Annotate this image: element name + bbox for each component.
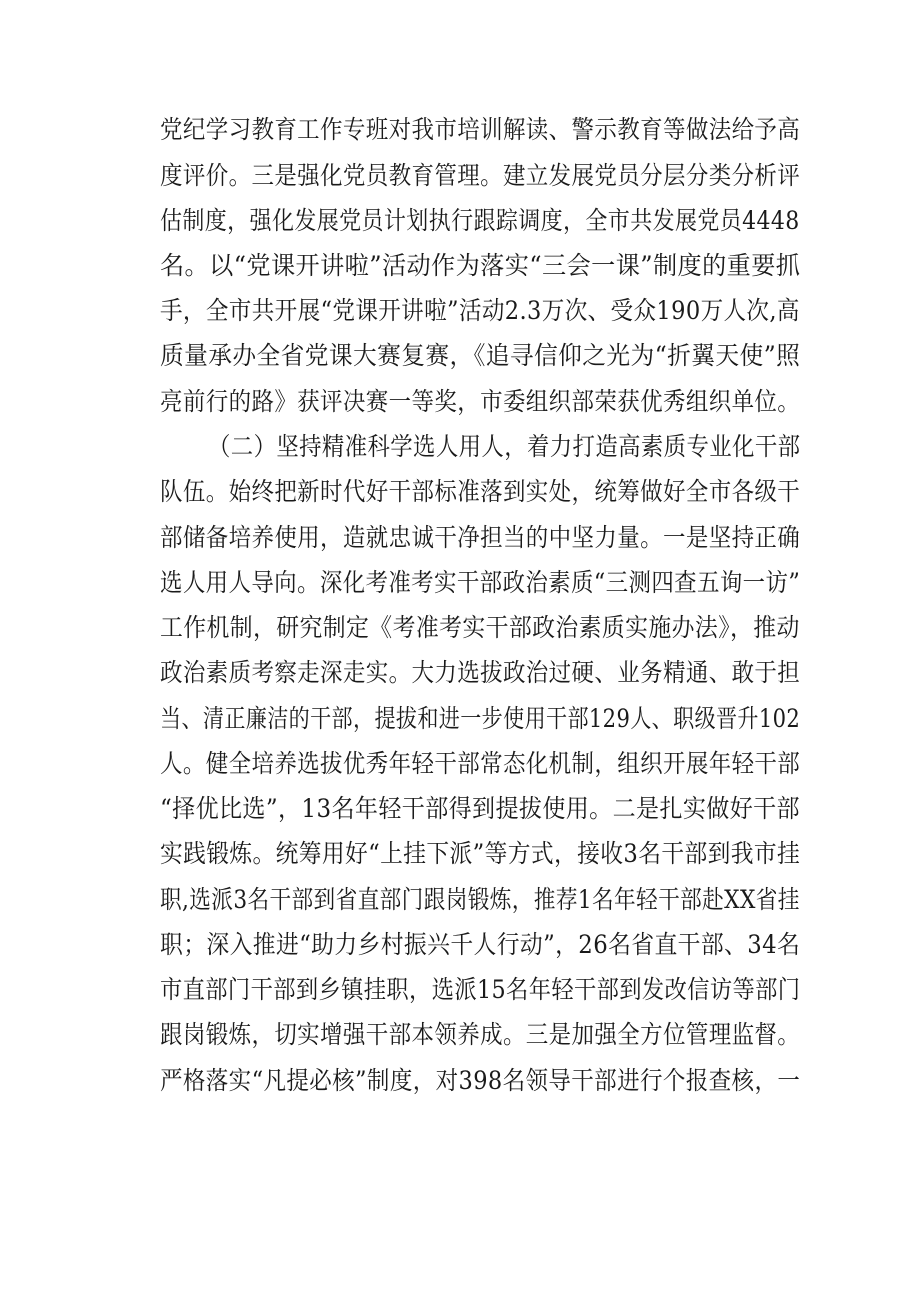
- text-line: 亮前行的路》获评决赛一等奖，市委组织部荣获优秀组织单位。: [160, 387, 801, 416]
- text-line: 质量承办全省党课大赛复赛，《追寻信仰之光为“折翼天使”照: [160, 341, 801, 370]
- text-line: 职,选派3名干部到省直部门跟岗锻炼，推荐1名年轻干部赴XX省挂: [160, 885, 800, 914]
- text-line: 政治素质考察走深走实。大力选拔政治过硬、业务精通、敢于担: [160, 658, 801, 687]
- text-line: 党纪学习教育工作专班对我市培训解读、警示教育等做法给予高: [160, 115, 801, 144]
- text-line: 人。健全培养选拔优秀年轻干部常态化机制，组织开展年轻干部: [160, 749, 801, 778]
- text-line: 严格落实“凡提必核”制度，对398名领导干部进行个报查核，一: [160, 1066, 801, 1095]
- text-line: 跟岗锻炼，切实增强干部本领养成。三是加强全方位管理监督。: [160, 1020, 801, 1049]
- text-line: 工作机制，研究制定《考准考实干部政治素质实施办法》，推动: [160, 613, 800, 642]
- section-heading-line: （二）坚持精准科学选人用人，着力打造高素质专业化干部: [208, 432, 801, 461]
- text-line: 估制度，强化发展党员计划执行跟踪调度，全市共发展党员4448: [160, 206, 800, 235]
- text-line: 实践锻炼。统筹用好“上挂下派”等方式，接收3名干部到我市挂: [160, 839, 801, 868]
- text-line: 名。以“党课开讲啦”活动作为落实“三会一课”制度的重要抓: [160, 251, 801, 280]
- text-line: “择优比选”，13名年轻干部得到提拔使用。二是扎实做好干部: [160, 794, 800, 823]
- text-line: 队伍。始终把新时代好干部标准落到实处，统筹做好全市各级干: [160, 477, 801, 506]
- text-line: 职；深入推进“助力乡村振兴千人行动”，26名省直干部、34名: [160, 930, 801, 959]
- text-line: 选人用人导向。深化考准考实干部政治素质“三测四查五询一访”: [160, 568, 801, 597]
- text-line: 当、清正廉洁的干部，提拔和进一步使用干部129人、职级晋升102: [160, 704, 801, 733]
- text-line: 市直部门干部到乡镇挂职，选派15名年轻干部到发改信访等部门: [160, 975, 801, 1004]
- text-line: 手，全市共开展“党课开讲啦”活动2.3万次、受众190万人次,高: [160, 296, 800, 325]
- text-line: 度评价。三是强化党员教育管理。建立发展党员分层分类分析评: [160, 161, 801, 190]
- text-line: 部储备培养使用，造就忠诚干净担当的中坚力量。一是坚持正确: [160, 523, 801, 552]
